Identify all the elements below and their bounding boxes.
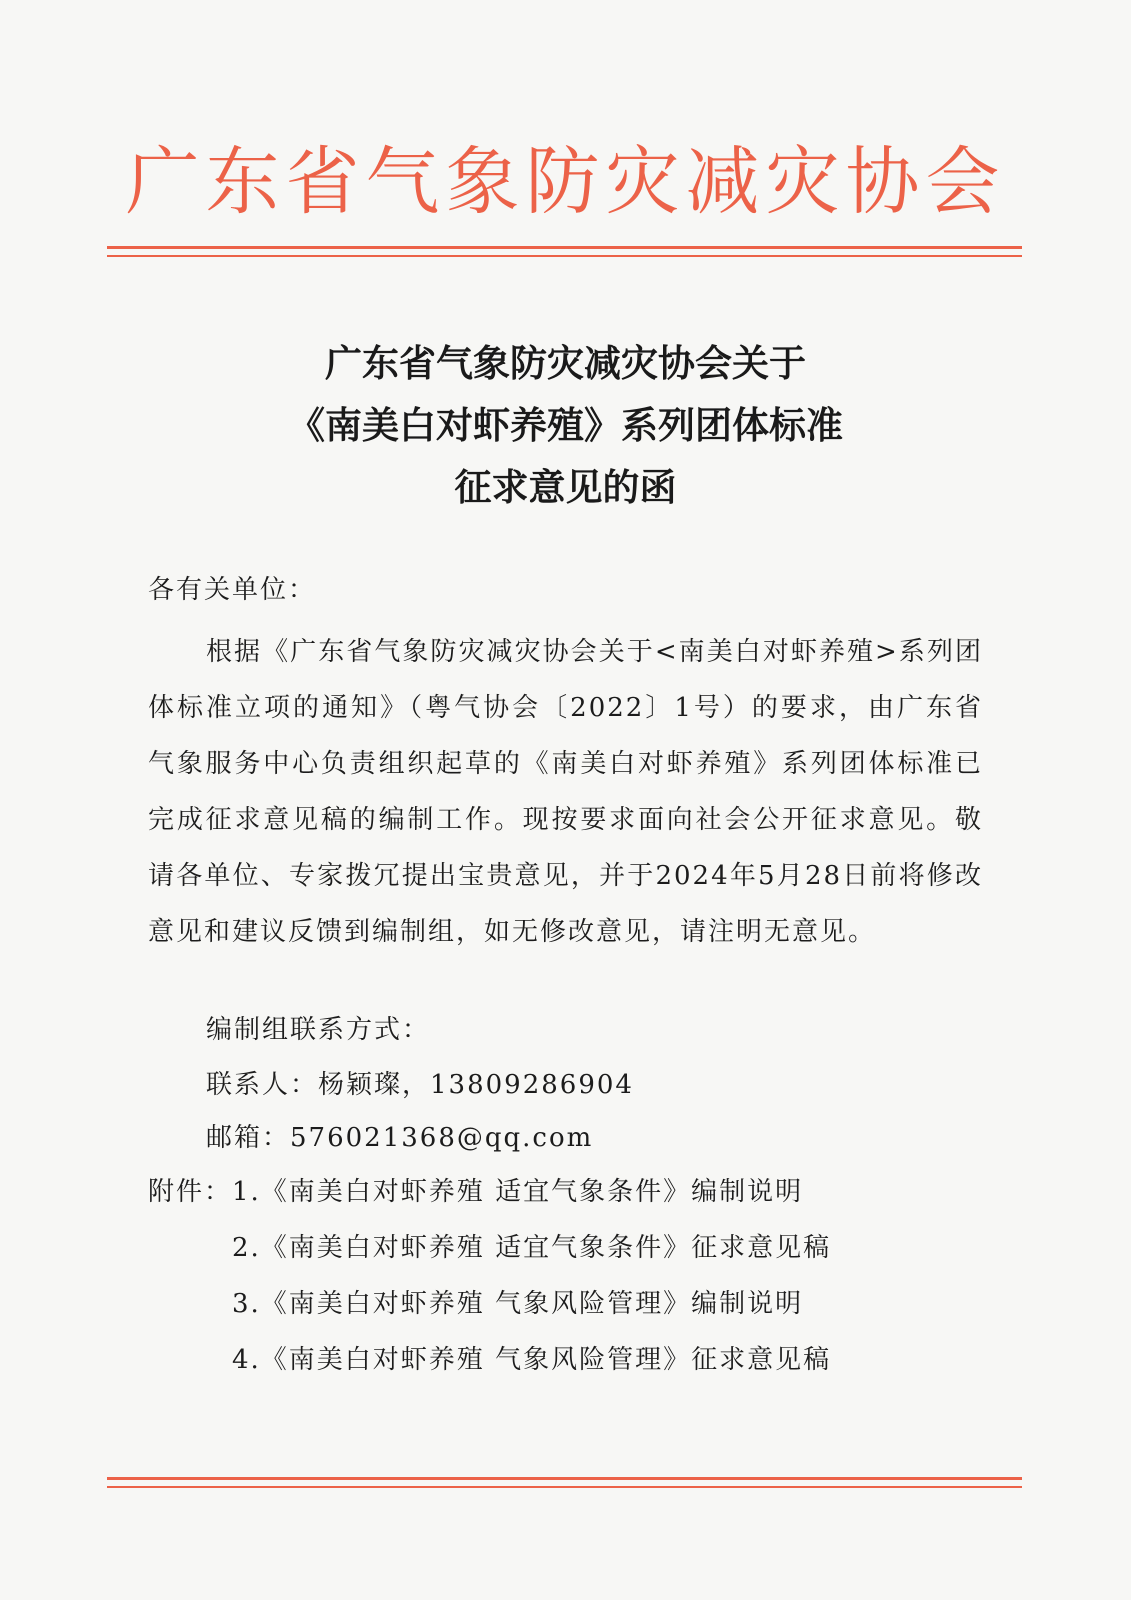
salutation: 各有关单位： (148, 575, 317, 605)
title-line-2: 《南美白对虾养殖》系列团体标准 (288, 404, 843, 447)
title-line-3: 征求意见的函 (454, 466, 677, 509)
attachment-item: 1.《南美白对虾养殖 适宜气象条件》编制说明 (232, 1177, 804, 1207)
letterhead-org-name: 广东省气象防灾减灾协会 (125, 139, 1006, 225)
title-line-1: 广东省气象防灾减灾协会关于 (325, 342, 806, 385)
contact-heading: 编制组联系方式： (206, 1015, 431, 1045)
attachment-item: 3.《南美白对虾养殖 气象风险管理》编制说明 (232, 1289, 804, 1319)
contact-email: 邮箱：576021368@qq.com (206, 1123, 594, 1153)
attachment-item: 4.《南美白对虾养殖 气象风险管理》征求意见稿 (232, 1345, 832, 1375)
attachments-label: 附件： (148, 1177, 233, 1207)
footer-red-line-thin (107, 1486, 1022, 1488)
contact-person: 联系人：杨颖璨，13809286904 (206, 1070, 634, 1100)
body-paragraph: 根据《广东省气象防灾减灾协会关于<南美白对虾养殖>系列团体标准立项的通知》（粤气协会〔2022〕1号）的要求，由广东省气象服务中心负责组织起草的《南美白对虾养殖》系列团体标准已完成征求意见稿的编制工作。现按要求面向社会公开征求意见。敬请各单位、专家拨冗提出宝贵意见，并于2024年5月28日前将修改意见和建议反馈到编制组，如无修改意见，请注明无意见。 (148, 637, 983, 947)
letterhead-red-line-thick (107, 246, 1022, 249)
letterhead-red-line-thin (107, 255, 1022, 257)
attachment-item: 2.《南美白对虾养殖 适宜气象条件》征求意见稿 (232, 1233, 832, 1263)
footer-red-line-thick (107, 1477, 1022, 1480)
document-title (0, 333, 1131, 519)
